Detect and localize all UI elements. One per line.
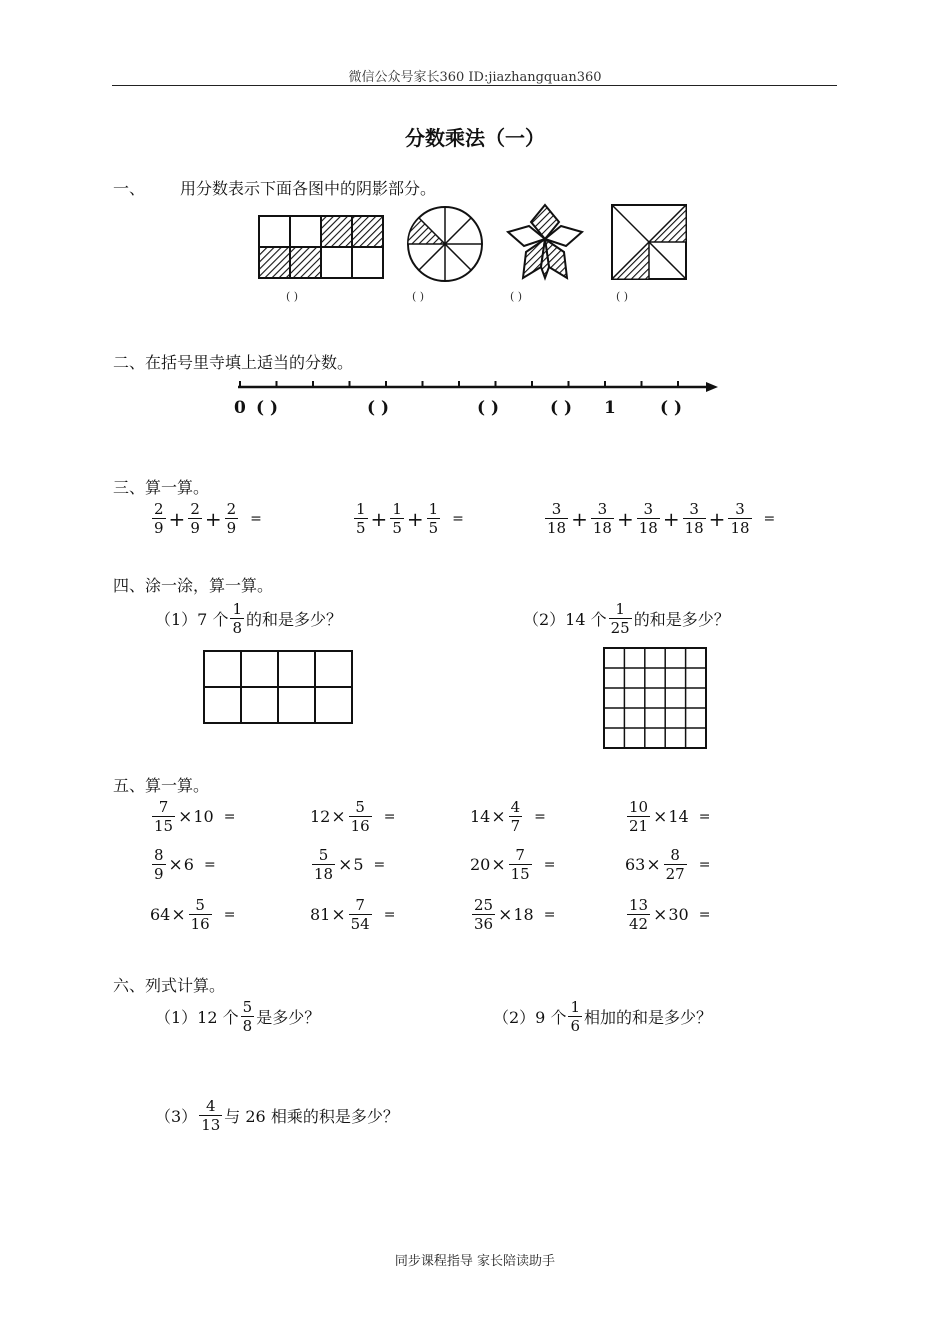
product-expression: $\frac{10}{21}$ × 14 =: [629, 798, 711, 835]
section-1-label: 一、: [113, 179, 146, 198]
number-line-zero: 0: [234, 398, 246, 418]
product-expression: 64 × $\frac{5}{16}$ =: [150, 896, 236, 933]
question-6-2: （2）9 个 $\frac{1}{6}$ 相加的和是多少？: [493, 998, 713, 1035]
section-6-text: 六、列式计算。: [113, 976, 226, 995]
product-expression: 12 × $\frac{5}{16}$ =: [310, 798, 396, 835]
answer-blank[interactable]: ( ): [477, 398, 500, 418]
page-title: 分数乘法（一）: [405, 126, 545, 150]
answer-blank[interactable]: ( ): [256, 398, 279, 418]
section-2-text: 二、在括号里寺填上适当的分数。: [113, 353, 354, 372]
product-expression: 20 × $\frac{7}{15}$ =: [470, 846, 556, 883]
page-footer: 同步课程指导 家长陪读助手: [394, 1254, 556, 1269]
answer-blank[interactable]: ( ): [367, 398, 390, 418]
question-4-2: （2）14 个 $\frac{1}{25}$ 的和是多少？: [523, 600, 730, 637]
section-4-text: 四、涂一涂，算一算。: [113, 576, 274, 595]
answer-blank[interactable]: ( ): [412, 290, 425, 303]
sum-expression-1: $\frac{2}{9}$ + $\frac{2}{9}$ + $\frac{2}{9}$ =: [154, 500, 262, 537]
question-4-1: （1）7 个 $\frac{1}{8}$ 的和是多少？: [155, 600, 343, 637]
answer-blank[interactable]: ( ): [510, 290, 523, 303]
product-expression: $\frac{7}{15}$ × 10 =: [154, 798, 236, 835]
section-3-text: 三、算一算。: [113, 478, 210, 497]
coloring-grid-25[interactable]: [603, 647, 709, 751]
question-6-1: （1）12 个 $\frac{5}{8}$ 是多少？: [155, 998, 321, 1035]
answer-blank[interactable]: ( ): [550, 398, 573, 418]
number-line-one: 1: [604, 398, 616, 418]
coloring-grid-8[interactable]: [203, 650, 355, 726]
product-expression: 63 × $\frac{8}{27}$ =: [625, 846, 711, 883]
product-expression: $\frac{13}{42}$ × 30 =: [629, 896, 711, 933]
answer-blank[interactable]: ( ): [616, 290, 629, 303]
sum-expression-3: $\frac{3}{18}$ + $\frac{3}{18}$ + $\frac{3}{18}$ + $\frac{3}{18}$ + $\frac{3}{18}$ =: [547, 500, 776, 537]
number-line: [230, 378, 720, 398]
section-1-figures: [250, 200, 700, 285]
figure-square: [612, 205, 686, 279]
figure-rectangle: [259, 216, 383, 278]
answer-blank[interactable]: ( ): [286, 290, 299, 303]
question-6-3: （3） $\frac{4}{13}$ 与 26 相乘的积是多少？: [155, 1097, 399, 1134]
product-expression: 14 × $\frac{4}{7}$ =: [470, 798, 546, 835]
product-expression: 81 × $\frac{7}{54}$ =: [310, 896, 396, 933]
page-header: 微信公众号家长360 ID:jiazhangquan360: [348, 70, 602, 85]
answer-blank[interactable]: ( ): [660, 398, 683, 418]
section-5-text: 五、算一算。: [113, 776, 210, 795]
product-expression: $\frac{25}{36}$ × 18 =: [474, 896, 556, 933]
header-rule: [112, 85, 837, 86]
section-1-text: 用分数表示下面各图中的阴影部分。: [180, 179, 437, 198]
sum-expression-2: $\frac{1}{5}$ + $\frac{1}{5}$ + $\frac{1}{5}$ =: [356, 500, 464, 537]
figure-star: [508, 205, 582, 278]
product-expression: $\frac{5}{18}$ × 5 =: [314, 846, 386, 883]
product-expression: $\frac{8}{9}$ × 6 =: [154, 846, 216, 883]
figure-circle: [408, 207, 482, 281]
